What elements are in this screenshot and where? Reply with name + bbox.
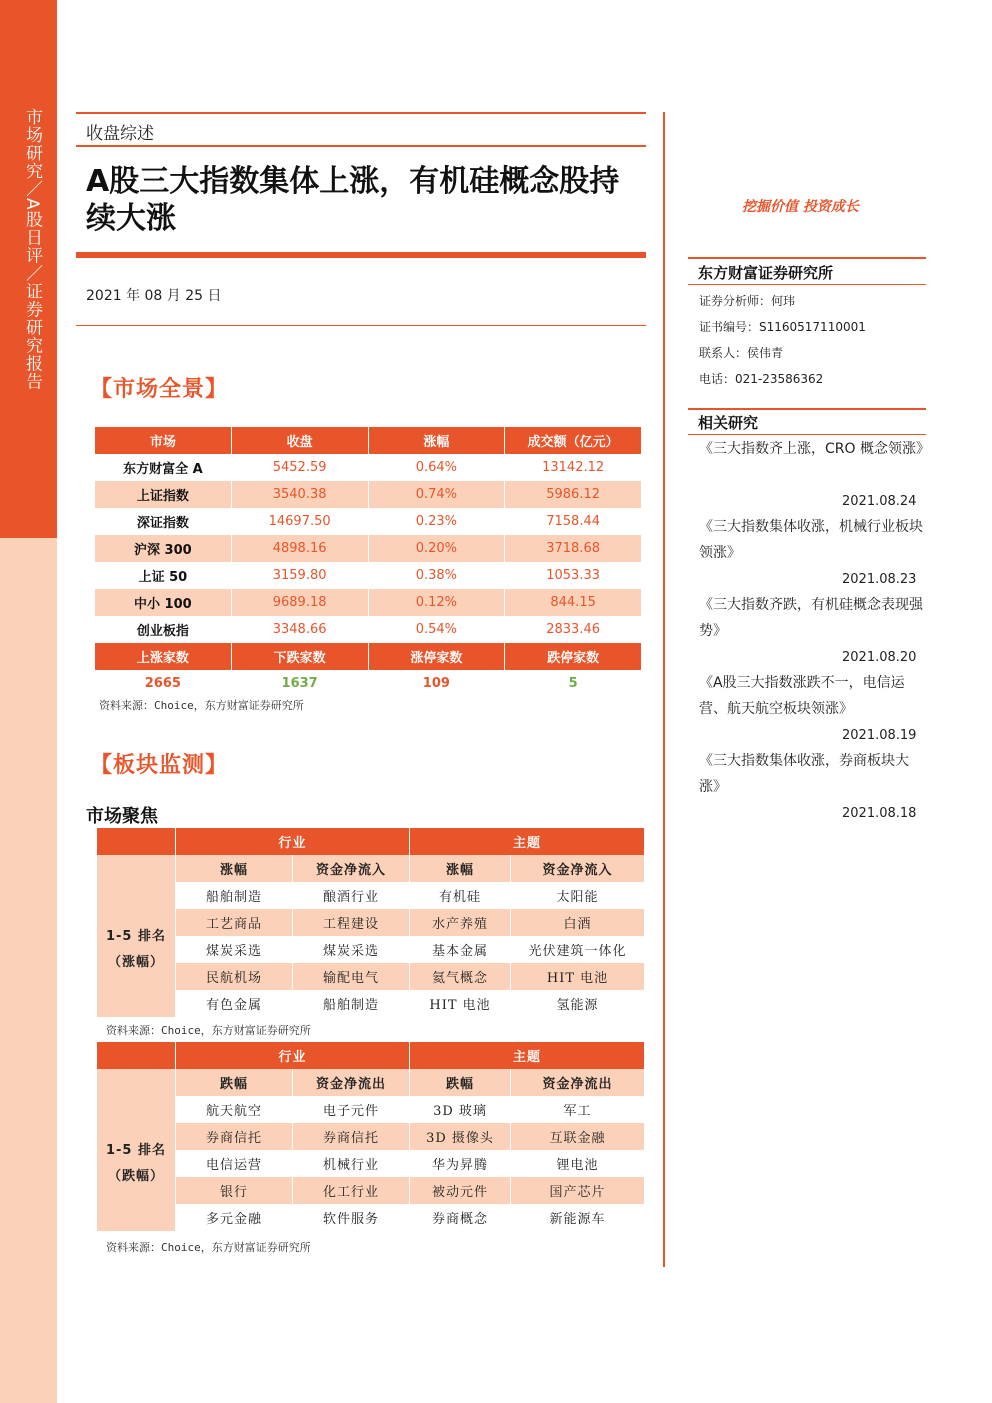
table-cell: 机械行业 [292,1150,409,1177]
turnover-value: 13142.12 [505,454,642,481]
org-name: 东方财富证券研究所 [698,264,834,282]
column-header: 成交额（亿元） [505,427,642,454]
market-name: 深证指数 [95,508,232,535]
related-heading: 相关研究 [698,414,759,432]
table-cell: 化工行业 [292,1177,409,1204]
market-name: 沪深 300 [95,535,232,562]
close-value: 3540.38 [232,481,369,508]
column-header: 涨幅 [369,427,506,454]
change-value: 0.23% [369,508,506,535]
related-report-date: 2021.08.23 [842,572,917,587]
table-cell: 氦气概念 [409,963,510,990]
table-cell: 基本金属 [409,936,510,963]
slogan: 挖掘价值 投资成长 [742,199,859,215]
license-number: 证书编号：S1160517110001 [699,320,866,334]
market-name: 创业板指 [95,616,232,643]
table-cell: 国产芯片 [510,1177,644,1204]
close-value: 3159.80 [232,562,369,589]
rank-label [97,882,175,1017]
related-report-title[interactable]: 《三大指数集体收涨，机械行业板块领涨》 [699,519,923,561]
header-rule [76,112,646,114]
market-name: 中小 100 [95,589,232,616]
sector-down-table [97,1042,644,1231]
table-cell: 银行 [175,1177,292,1204]
down-count: 1637 [232,670,369,697]
section-label: 收盘综述 [86,124,154,144]
limit-up-count: 109 [369,670,506,697]
market-name: 东方财富全 A [95,454,232,481]
table-row [95,616,642,643]
group-header-row [97,828,644,855]
header-rule [76,145,646,147]
column-header: 收盘 [232,427,369,454]
turnover-value: 2833.46 [505,616,642,643]
sub-header: 跌幅 [409,1069,510,1096]
change-value: 0.12% [369,589,506,616]
table-cell: 电信运营 [175,1150,292,1177]
sub-header: 资金净流出 [510,1069,644,1096]
sub-header: 资金净流入 [510,855,644,882]
column-header: 上涨家数 [95,643,232,670]
focus-heading: 市场聚焦 [86,806,158,827]
contact-person: 联系人：侯伟青 [699,346,784,360]
table-cell: 船舶制造 [175,882,292,909]
table-cell: HIT 电池 [409,990,510,1017]
related-rule [688,408,926,410]
group-header-row [97,1042,644,1069]
table-row [95,508,642,535]
phone: 电话：021-23586362 [699,372,824,386]
source-note: 资料来源：Choice，东方财富证券研究所 [106,1024,311,1037]
table-cell: 有色金属 [175,990,292,1017]
group-header: 行业 [175,828,409,855]
market-name: 上证 50 [95,562,232,589]
analyst: 证券分析师：何玮 [699,294,796,308]
table-cell: 新能源车 [510,1204,644,1231]
table-row [95,481,642,508]
table-header-row [95,427,642,454]
count-row [95,670,642,697]
table-cell: 券商信托 [292,1123,409,1150]
table-cell: 民航机场 [175,963,292,990]
rank-label-line: 1-5 排名 [105,1142,166,1158]
related-report-title[interactable]: 《A股三大指数涨跌不一，电信运营、航天航空板块领涨》 [699,675,905,717]
table-cell: 互联金融 [510,1123,644,1150]
table-row [97,1204,644,1231]
change-value: 0.54% [369,616,506,643]
table-row [97,882,644,909]
column-divider [663,112,665,1267]
table-cell: 华为昇腾 [409,1150,510,1177]
table-row [97,1177,644,1204]
sub-header-row [97,1069,644,1096]
org-rule [688,257,926,259]
count-header-row [95,643,642,670]
table-row [97,1123,644,1150]
table-row [95,562,642,589]
group-header: 主题 [409,1042,644,1069]
up-count: 2665 [95,670,232,697]
table-row [97,1096,644,1123]
related-report-date: 2021.08.20 [842,650,917,665]
table-cell: 3D 玻璃 [409,1096,510,1123]
sub-header: 资金净流入 [292,855,409,882]
sub-header: 涨幅 [409,855,510,882]
title-rule [76,252,646,258]
sub-header: 涨幅 [175,855,292,882]
org-rule [688,284,926,285]
table-cell: 氢能源 [510,990,644,1017]
table-cell: 券商概念 [409,1204,510,1231]
turnover-value: 844.15 [505,589,642,616]
table-cell: 多元金融 [175,1204,292,1231]
change-value: 0.64% [369,454,506,481]
market-name: 上证指数 [95,481,232,508]
table-cell: 券商信托 [175,1123,292,1150]
table-cell: 航天航空 [175,1096,292,1123]
table-row [95,535,642,562]
related-report-title[interactable]: 《三大指数集体收涨，券商板块大涨》 [699,753,909,795]
table-row [97,909,644,936]
date-rule [76,325,646,326]
table-cell: 工程建设 [292,909,409,936]
table-cell: 3D 摄像头 [409,1123,510,1150]
group-header: 主题 [409,828,644,855]
report-title: A股三大指数集体上涨，有机硅概念股持续大涨 [86,164,620,236]
source-note: 资料来源：Choice，东方财富证券研究所 [99,699,304,712]
market-heading: 【市场全景】 [90,376,229,402]
change-value: 0.74% [369,481,506,508]
group-header: 行业 [175,1042,409,1069]
change-value: 0.20% [369,535,506,562]
table-row [97,963,644,990]
sector-heading: 【板块监测】 [90,752,229,778]
limit-down-count: 5 [505,670,642,697]
close-value: 4898.16 [232,535,369,562]
table-cell: 船舶制造 [292,990,409,1017]
column-header: 涨停家数 [369,643,506,670]
table-row [97,936,644,963]
table-cell: 酿酒行业 [292,882,409,909]
table-row [95,454,642,481]
side-label: 市场研究／A股日评／证券研究报告 [22,108,42,391]
related-report-date: 2021.08.24 [842,494,917,509]
report-date: 2021 年 08 月 25 日 [86,288,222,304]
source-note: 资料来源：Choice，东方财富证券研究所 [106,1241,311,1254]
table-cell: HIT 电池 [510,963,644,990]
related-report-title[interactable]: 《三大指数齐上涨，CRO 概念领涨》 [699,441,930,457]
close-value: 5452.59 [232,454,369,481]
related-rule [688,434,926,435]
related-report-date: 2021.08.18 [842,806,917,821]
table-cell: 有机硅 [409,882,510,909]
table-cell: 锂电池 [510,1150,644,1177]
change-value: 0.38% [369,562,506,589]
close-value: 3348.66 [232,616,369,643]
table-cell: 煤炭采选 [175,936,292,963]
related-report-title[interactable]: 《三大指数齐跌，有机硅概念表现强势》 [699,597,923,639]
table-cell: 煤炭采选 [292,936,409,963]
table-row [97,1150,644,1177]
column-header: 下跌家数 [232,643,369,670]
column-header: 跌停家数 [505,643,642,670]
column-header: 市场 [95,427,232,454]
sector-up-table [97,828,644,1017]
table-row [95,589,642,616]
turnover-value: 1053.33 [505,562,642,589]
turnover-value: 7158.44 [505,508,642,535]
sub-header: 资金净流出 [292,1069,409,1096]
related-report-date: 2021.08.19 [842,728,917,743]
side-band-bottom [0,538,57,1403]
table-cell: 太阳能 [510,882,644,909]
table-cell: 被动元件 [409,1177,510,1204]
table-cell: 军工 [510,1096,644,1123]
rank-label-line: 1-5 排名 [105,928,166,944]
sub-header: 跌幅 [175,1069,292,1096]
turnover-value: 5986.12 [505,481,642,508]
close-value: 14697.50 [232,508,369,535]
table-cell: 输配电气 [292,963,409,990]
close-value: 9689.18 [232,589,369,616]
sub-header-row [97,855,644,882]
table-row [97,990,644,1017]
table-cell: 光伏建筑一体化 [510,936,644,963]
table-cell: 水产养殖 [409,909,510,936]
rank-label-line: （跌幅） [107,1168,164,1184]
table-cell: 软件服务 [292,1204,409,1231]
rank-label [97,1096,175,1231]
rank-label-line: （涨幅） [107,954,164,970]
table-cell: 白酒 [510,909,644,936]
table-cell: 工艺商品 [175,909,292,936]
market-table [95,427,642,697]
table-cell: 电子元件 [292,1096,409,1123]
turnover-value: 3718.68 [505,535,642,562]
